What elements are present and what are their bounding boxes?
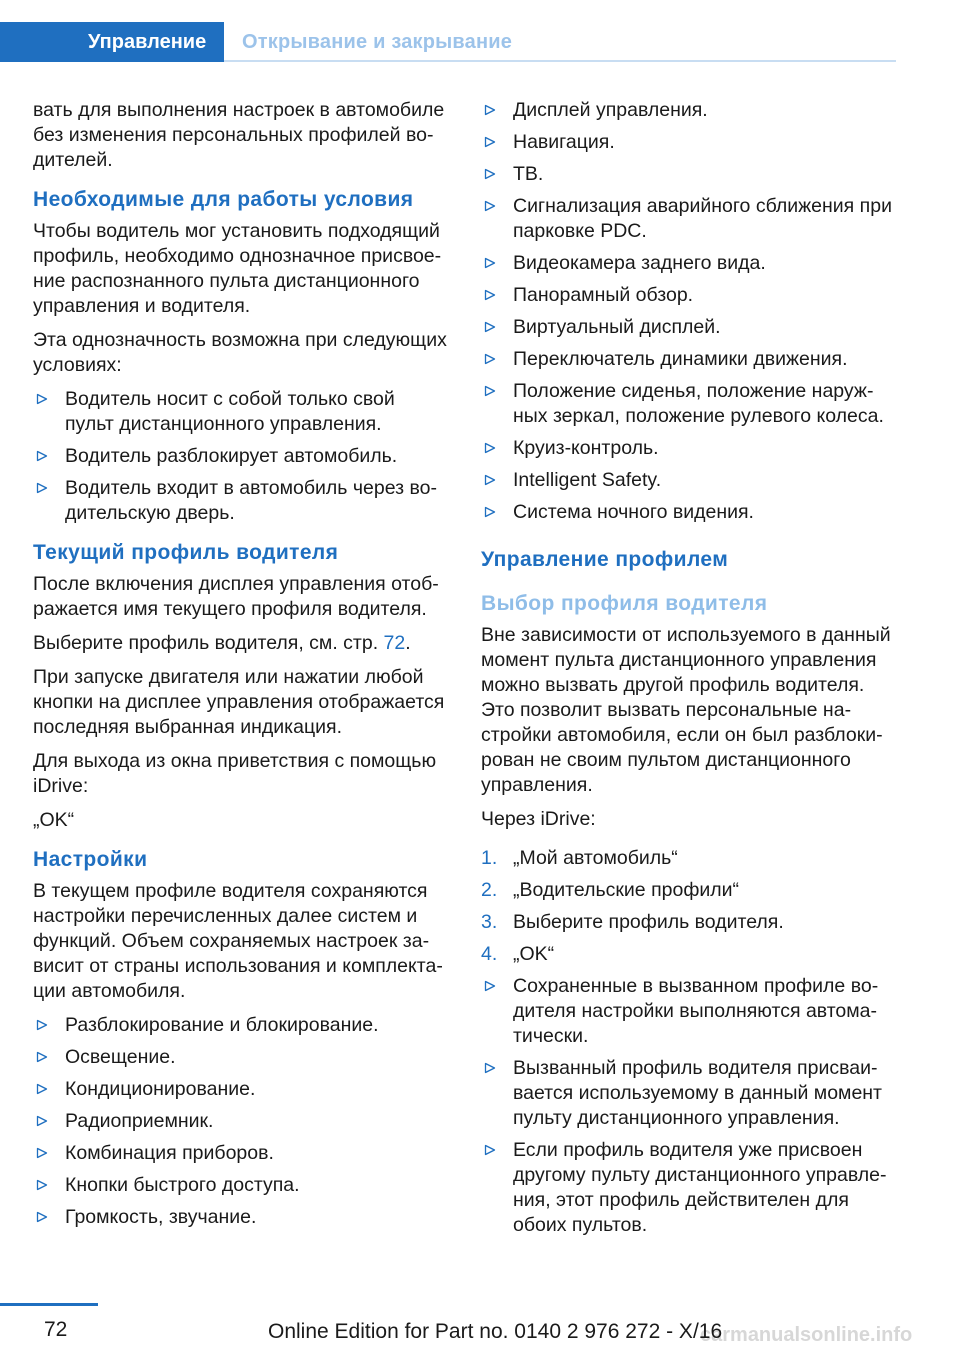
right-column bbox=[481, 98, 896, 1248]
heading-settings: Настройки bbox=[33, 848, 148, 871]
bullet-triangle-icon bbox=[484, 353, 496, 365]
step-item: 2. „Водительские профили“ bbox=[481, 879, 740, 901]
page-number: 72 bbox=[44, 1318, 68, 1341]
list-item: Сигнализация аварийного сближения при парковке PDC. bbox=[481, 194, 896, 244]
current-paragraph-3: При запуске двигателя или нажатии любой кнопки на дисплее управления отображается последняя выбранная индикация. bbox=[33, 666, 445, 738]
bullet-triangle-icon bbox=[484, 321, 496, 333]
select-paragraph-1: Вне зависимости от используемого в данный момент пульта дистанционного управления можно вызвать другой профиль водителя. Это позволит вызвать персональные настройки автомобиля, если он был разблокирован не своим пультом дистанционного управления. bbox=[481, 624, 891, 796]
bullet-triangle-icon bbox=[484, 257, 496, 269]
bullet-triangle-icon bbox=[36, 1147, 48, 1159]
settings-list bbox=[33, 1013, 448, 1230]
edition-note: Online Edition for Part no. 0140 2 976 272 - X/16 bbox=[268, 1320, 723, 1343]
header-section-tab: Управление bbox=[0, 22, 224, 62]
steps-list bbox=[481, 846, 896, 967]
list-item: Виртуальный дисплей. bbox=[481, 315, 896, 340]
bullet-triangle-icon bbox=[484, 289, 496, 301]
list-item: Переключатель динамики движения. bbox=[481, 347, 896, 372]
list-item: Громкость, звучание. bbox=[33, 1205, 448, 1230]
list-item: Освещение. bbox=[33, 1045, 448, 1070]
heading-profile-management: Управление профилем bbox=[481, 548, 729, 571]
list-item: Intelligent Safety. bbox=[481, 468, 896, 493]
header-rule bbox=[224, 60, 896, 62]
heading-conditions: Необходимые для работы условия bbox=[33, 188, 414, 211]
settings-paragraph: В текущем профиле водителя сохраняются настройки перечисленных далее систем и функций. Объем сохраняемых настроек зависит от страны использования и комплектации автомобиля. bbox=[33, 880, 443, 1002]
list-item: Разблокирование и блокирование. bbox=[33, 1013, 448, 1038]
bullet-triangle-icon bbox=[36, 482, 48, 494]
bullet-triangle-icon bbox=[484, 474, 496, 486]
bullet-triangle-icon bbox=[484, 506, 496, 518]
bullet-triangle-icon bbox=[484, 104, 496, 116]
select-paragraph-2: Через iDrive: bbox=[481, 808, 596, 830]
intro-paragraph: вать для выполнения настроек в автомобиле без изменения персональных профилей водителей. bbox=[33, 99, 445, 171]
list-item: Навигация. bbox=[481, 130, 896, 155]
list-item: Водитель разблокирует автомобиль. bbox=[33, 444, 448, 469]
bullet-triangle-icon bbox=[484, 136, 496, 148]
header-chapter-tab: Открывание и закрывание bbox=[242, 31, 513, 53]
settings-list-continued bbox=[481, 98, 896, 525]
conditions-paragraph-2: Эта однозначность возможна при следующих условиях: bbox=[33, 329, 447, 376]
list-item: Видеокамера заднего вида. bbox=[481, 251, 896, 276]
list-item: Панорамный обзор. bbox=[481, 283, 896, 308]
list-item: Кондиционирование. bbox=[33, 1077, 448, 1102]
bullet-triangle-icon bbox=[36, 1115, 48, 1127]
bullet-triangle-icon bbox=[484, 442, 496, 454]
bullet-triangle-icon bbox=[36, 450, 48, 462]
list-item: Дисплей управления. bbox=[481, 98, 896, 123]
conditions-list bbox=[33, 387, 448, 526]
bullet-triangle-icon bbox=[484, 980, 496, 992]
list-item: Круиз-контроль. bbox=[481, 436, 896, 461]
conditions-paragraph-1: Чтобы водитель мог установить подходящий профиль, необходимо однозначное присвоение распознанного пульта дистанционного управления и водителя. bbox=[33, 220, 442, 317]
left-column bbox=[33, 98, 448, 1240]
list-item: Сохраненные в вызванном профиле водителя настройки выполняются автоматически. bbox=[481, 974, 896, 1049]
bullet-triangle-icon bbox=[36, 393, 48, 405]
page-header bbox=[0, 0, 960, 62]
bullet-triangle-icon bbox=[484, 1144, 496, 1156]
list-item: Радиоприемник. bbox=[33, 1109, 448, 1134]
heading-current-profile: Текущий профиль водителя bbox=[33, 541, 339, 564]
footer-rule bbox=[0, 1303, 98, 1306]
bullet-triangle-icon bbox=[36, 1019, 48, 1031]
bullet-triangle-icon bbox=[484, 385, 496, 397]
notes-list bbox=[481, 974, 896, 1238]
current-paragraph-2: Выберите профиль водителя, см. стр. 72. bbox=[33, 632, 411, 654]
bullet-triangle-icon bbox=[36, 1211, 48, 1223]
bullet-triangle-icon bbox=[36, 1051, 48, 1063]
step-item: 3. Выберите профиль водителя. bbox=[481, 911, 784, 933]
list-item: ТВ. bbox=[481, 162, 896, 187]
list-item: Комбинация приборов. bbox=[33, 1141, 448, 1166]
list-item: Водитель входит в автомобиль через водительскую дверь. bbox=[33, 476, 448, 526]
step-item: 4. „OK“ bbox=[481, 943, 555, 965]
list-item: Положение сиденья, положение наружных зеркал, положение рулевого колеса. bbox=[481, 379, 896, 429]
page-reference-link[interactable]: 72 bbox=[383, 632, 406, 654]
list-item: Вызванный профиль водителя присваивается используемому в данный момент пульту дистанционного управления. bbox=[481, 1056, 896, 1131]
current-paragraph-5: „OK“ bbox=[33, 809, 75, 831]
list-item: Кнопки быстрого доступа. bbox=[33, 1173, 448, 1198]
bullet-triangle-icon bbox=[484, 1062, 496, 1074]
bullet-triangle-icon bbox=[484, 200, 496, 212]
list-item: Если профиль водителя уже присвоен другому пульту дистанционного управления, этот профиль действителен для обоих пультов. bbox=[481, 1138, 896, 1238]
bullet-triangle-icon bbox=[36, 1179, 48, 1191]
bullet-triangle-icon bbox=[36, 1083, 48, 1095]
current-paragraph-1: После включения дисплея управления отображается имя текущего профиля водителя. bbox=[33, 573, 439, 620]
bullet-triangle-icon bbox=[484, 168, 496, 180]
watermark: carmanualsonline.info bbox=[700, 1324, 913, 1346]
list-item: Система ночного видения. bbox=[481, 500, 896, 525]
current-paragraph-4: Для выхода из окна приветствия с помощью iDrive: bbox=[33, 750, 437, 797]
list-item: Водитель носит с собой только свой пульт дистанционного управления. bbox=[33, 387, 448, 437]
step-item: 1. „Мой автомобиль“ bbox=[481, 847, 678, 869]
heading-select-profile: Выбор профиля водителя bbox=[481, 592, 768, 615]
